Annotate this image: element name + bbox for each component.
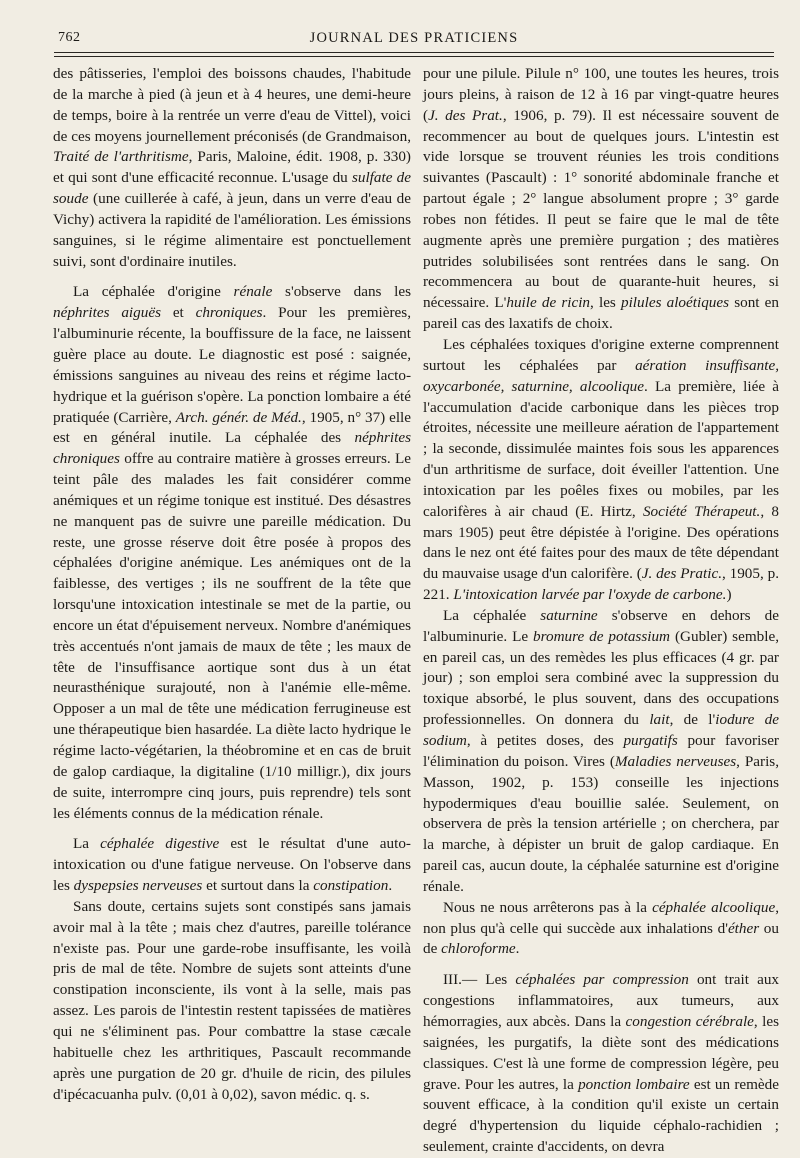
italic-run: Arch. génér. de Méd. — [175, 408, 302, 426]
italic-run: néphrites chroniques — [53, 429, 411, 468]
text-run: . Pour les premières, l'albuminurie récente, la bouffissure de la face, ne laissent guère place au doute. Le diagnostic est posé : saignée, émissions sanguines au niveau des reins et régime lacto-hydrique et la guérison s'opère. La ponction lombaire a été pratiquée (Carrière, — [53, 304, 411, 426]
italic-run: aération insuffisante, oxycarbonée, saturnine, alcoolique — [423, 356, 780, 395]
text-run: . — [388, 877, 393, 895]
text-run: et surtout dans la — [202, 877, 314, 895]
italic-run: lait — [649, 711, 670, 729]
italic-run: éther — [727, 919, 760, 937]
text-run: , les saignées, les purgatifs, la diète sont des médications classiques. C'est là une forme de compression légère, peu grave. Pour les autres, la — [423, 1012, 779, 1093]
header-rule — [54, 52, 774, 53]
text-run: s'observe dans les — [272, 283, 412, 301]
text-run: , non plus qu'à celle qui succède aux inhalations d' — [423, 898, 779, 937]
text-run: est le résultat d'une auto-intoxication ou d'une fatigue nerveuse. On l'observe dans les — [53, 835, 411, 895]
left-paragraph-3 — [53, 834, 411, 897]
text-run: , 8 mars 1905) peut être dépistée à l'origine. Des opérations dans le nez ont été faites pour des maux de tête dépendant du mauvaise usage d'un calorifère. ( — [423, 502, 779, 583]
text-run: , 1906, p. 79). Il est nécessaire souvent de recommencer au bout de quelques jours. L'intestin est vide lorsque se trouvent réunies les trois conditions suivantes (Pascault) : 1° sonorité abdominale franche et partout égale ; 2° langue absolument propre ; 3° garde robes non fétides. Il peut se faire que le mal de tête augmente après une première purgation ; des matières putrides solubilisées sont rentrées dans le sang. On recommencera au bout de quarante-huit heures, si nécessaire. L' — [423, 106, 779, 312]
left-paragraph-1 — [53, 64, 411, 272]
text-run: , à petites doses, des — [466, 732, 624, 749]
text-run: pour une pilule. Pilule n° 100, une toutes les heures, trois jours pleins, à raison de 12 à 16 par vingt-quatre heures ( — [423, 65, 779, 124]
italic-run: chroniques — [195, 304, 263, 322]
right-paragraph-4 — [423, 898, 779, 961]
italic-run: purgatifs — [623, 732, 678, 749]
italic-run: L'intoxication larvée par l'oxyde de carbone. — [453, 586, 727, 604]
text-run: ou de — [423, 919, 779, 958]
text-run: , 1905, n° 37) elle est en général inutile. La céphalée des — [53, 408, 411, 447]
italic-run: bromure de potassium — [533, 627, 671, 645]
italic-run: huile de ricin — [506, 294, 591, 312]
italic-run: Traité de l'arthritisme — [53, 148, 189, 166]
italic-run: sulfate de soude — [53, 169, 411, 208]
italic-run: pilules aloétiques — [620, 294, 730, 312]
text-run: , 1905, p. 221. — [423, 565, 780, 604]
italic-run: saturnine — [540, 606, 598, 624]
italic-run: iodure de sodium — [423, 711, 779, 749]
text-run: La — [73, 835, 101, 853]
left-paragraph-2 — [53, 282, 411, 824]
text-run: La céphalée — [443, 606, 541, 624]
text-run: est un remède souvent efficace, à la condition qu'il existe un certain degré d'hypertension du liquide céphalo-rachidien ; seulement, crainte d'accidents, on devra — [423, 1075, 780, 1156]
italic-run: J. des Prat. — [428, 106, 503, 124]
italic-run: ponction lombaire — [578, 1075, 690, 1093]
right-paragraph-1 — [423, 64, 779, 335]
text-run: La céphalée d'origine — [73, 283, 234, 301]
text-run: (une cuillerée à café, à jeun, dans un verre d'eau de Vichy) activera la rapidité de l'amélioration. Les émissions sanguines, si le régime alimentaire est ponctuellement suivi, sont d'ordinaire inutiles. — [53, 190, 411, 270]
text-run: , de l' — [669, 711, 716, 729]
text-run: ) — [726, 586, 732, 604]
italic-run: rénale — [233, 283, 273, 301]
italic-run: céphalée digestive — [100, 835, 220, 853]
text-run: offre au contraire matière à grosses erreurs. Le teint pâle des malades les fait considérer comme anémiques et un régime tonique est institué. Des désastres ne manquent pas de suivre une pareille médication. Du reste, une grosse réserve doit être posée à propos des céphalées d'origine anémique. Les anémiques ont de la faiblesse, des vertiges ; ils ne souffrent de la tête que lorsqu'une intoxication intestinale se met de la partie, ou encore un état d'épuisement nerveux. Nombre d'anémiques très accentués n'ont jamais de maux de tête ; les maux de tête de l'insuffisance aortique sont dus à un état neurasthénique surajouté, non à l'anémie elle-même. Opposer a un mal de tête une médication ferrugineuse est une thérapeutique bien hasardée. La diète lacto hydrique le régime lacto-végétarien, la théobromine et en cas de bruit de galop cardiaque, la digitaline (1/10 milligr.), dix jours de suite, interrompre cinq jours, puis reprendre) tels sont les éléments connus de la médication rénale. — [53, 450, 412, 822]
text-run: , Paris, Maloine, édit. 1908, p. 330) et qui sont d'une efficacité reconnue. L'usage du — [53, 148, 411, 187]
right-paragraph-5 — [423, 970, 779, 1158]
text-run: . — [515, 940, 520, 958]
right-column — [423, 64, 779, 1158]
italic-run: Maladies nerveuses — [614, 752, 737, 770]
left-column — [53, 64, 411, 1105]
italic-run: Société Thérapeut. — [642, 502, 761, 520]
italic-run: J. des Pratic. — [641, 565, 722, 583]
text-run: . La première, liée à l'accumulation d'acide carbonique dans les pièces trop étroites, nécessite une meilleure aération de l'appartement ; la seconde, dissimulée maintes fois sous les apparences d'un arthritisme de surface, doit éveiller l'attention. Une intoxication par les poêles fixes ou mobiles, par les calorifères à air chaud (E. Hirtz, — [423, 377, 779, 520]
running-title: JOURNAL DES PRATICIENS — [309, 30, 519, 46]
text-run: des pâtisseries, l'emploi des boissons chaudes, l'habitude de la marche à pied (à jeun et à 4 heures, une demi-heure de temps, boire à la rentrée un verre d'eau de Vittel), voici de ces moyens journellement préconisés (de Grandmaison, — [53, 65, 411, 145]
text-run: s'observe en dehors de l'albuminurie. Le — [423, 606, 779, 645]
text-run: Les céphalées toxiques d'origine externe comprennent surtout les céphalées par — [423, 335, 779, 374]
italic-run: chloroforme — [441, 940, 516, 958]
right-paragraph-2 — [423, 335, 779, 606]
text-run: pour favoriser l'élimination du poison. Vires ( — [423, 732, 779, 770]
page-header — [54, 26, 774, 52]
italic-run: céphalées par compression — [515, 971, 689, 989]
page-number: 762 — [58, 30, 81, 45]
italic-run: dyspepsies nerveuses — [73, 877, 203, 895]
text-run: ont trait aux congestions inflammatoires, aux tumeurs, aux hémorragies, aux abcès. Dans la — [423, 971, 780, 1030]
italic-run: constipation — [313, 877, 389, 895]
header-rule-thin — [54, 56, 774, 57]
text-run: sont en pareil cas des laxatifs de choix. — [423, 294, 779, 333]
right-paragraph-3 — [423, 606, 779, 898]
text-run: Nous ne nous arrêterons pas à la — [443, 898, 653, 916]
italic-run: céphalée alcoolique — [652, 898, 776, 916]
text-run: (Gubler) semble, en pareil cas, un des remèdes les plus efficaces (4 gr. par jour) ; son emploi sera combiné avec la suppression du toxique absorbé, le plus souvent, dans des occupations professionnelles. On donnera du — [423, 627, 780, 729]
text-run: , Paris, Masson, 1902, p. 153) conseille les injections hypodermiques d'eau bouillie salée. Seulement, on observera de près la tension artérielle ; on cherchera, par la marche, à dépister un bruit de galop cardiaque. En pareil cas, aucun doute, la céphalée saturnine est d'origine rénale. — [423, 752, 780, 895]
text-run: III.— Les — [443, 971, 516, 989]
italic-run: congestion cérébrale — [625, 1012, 754, 1030]
italic-run: néphrites aiguës — [53, 304, 161, 322]
text-run: , les — [590, 294, 621, 312]
text-run: et — [161, 304, 196, 322]
left-paragraph-4: Sans doute, certains sujets sont constipés sans jamais avoir mal à la tête ; mais chez d'autres, pareille tolérance n'existe pas. Pour une garde-robe insuffisante, les voilà pris de mal de tête. Nombre de sujets sont atteints d'une constipation inconsciente, ils vont à la selle, mais pas assez. Les parois de l'intestin restent tapissées de matières qui ne s'éliminent pas. Pour combattre la stase cæcale habituelle chez les arthritiques, Pascault recommande après une purgation de 20 gr. d'huile de ricin, des pilules d'ipécacuanha pulv. (0,01 à 0,02), savon médic. q. s. — [53, 897, 411, 1103]
